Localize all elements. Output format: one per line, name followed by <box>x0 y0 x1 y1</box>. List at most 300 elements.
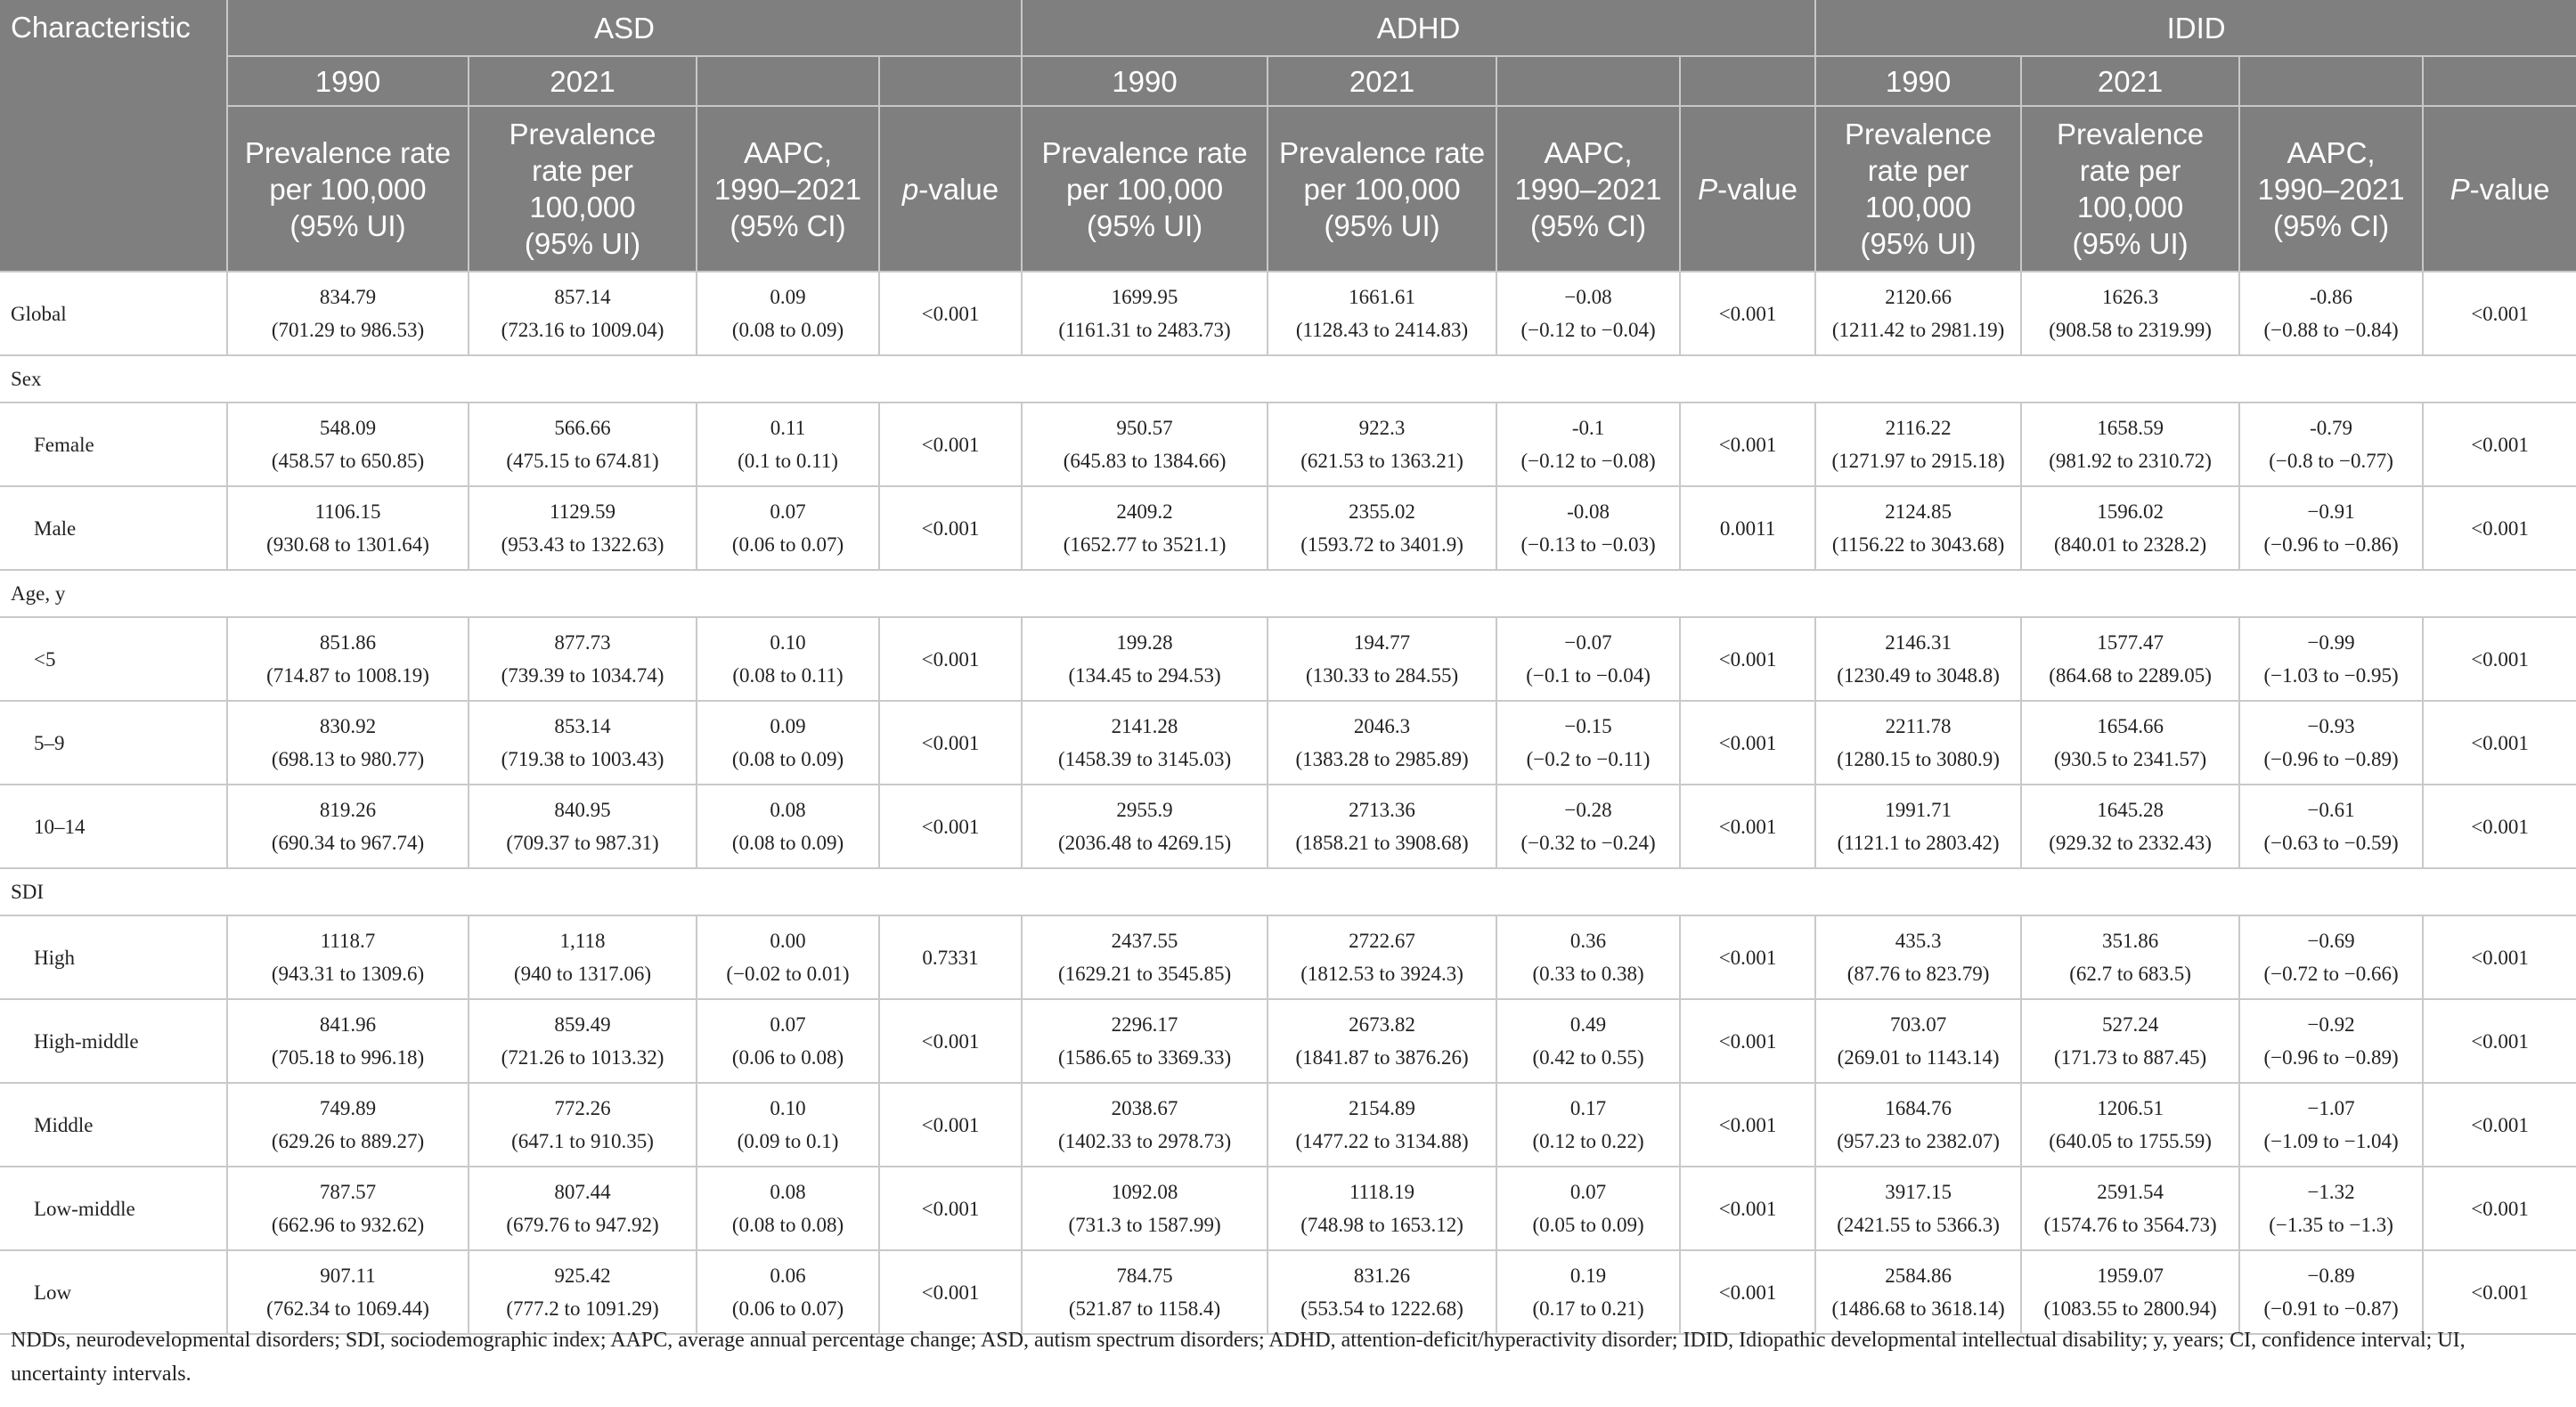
cell-value: 922.3 <box>1358 417 1406 439</box>
cell-value: 0.10 <box>770 1097 806 1119</box>
header-line: AAPC, <box>743 135 833 169</box>
cell-value: 787.57 <box>319 1181 377 1203</box>
cell-value: 0.36 <box>1569 930 1607 952</box>
table-cell <box>469 403 697 486</box>
header-line: 1990–2021 <box>2257 172 2405 206</box>
cell-value: <0.001 <box>1718 1197 1777 1220</box>
header-line: Prevalence rate <box>1041 135 1248 169</box>
cell-value: −0.91 <box>2307 500 2355 523</box>
cell-interval: (721.26 to 1013.32) <box>501 1046 664 1069</box>
header-asd-year-1990: 1990 <box>227 56 469 106</box>
cell-interval: (701.29 to 986.53) <box>271 319 425 341</box>
header-line: AAPC, <box>2287 135 2376 169</box>
header-line: (95% UI) <box>1324 208 1440 242</box>
header-adhd-aapc <box>1496 106 1680 272</box>
cell-interval: (62.7 to 683.5) <box>2069 963 2191 985</box>
cell-interval: (269.01 to 1143.14) <box>1837 1046 2000 1069</box>
table-cell <box>1680 915 1815 999</box>
table-cell <box>697 403 879 486</box>
header-adhd-year-1990: 1990 <box>1022 56 1268 106</box>
table-cell <box>879 915 1022 999</box>
cell-value: 0.07 <box>1569 1181 1607 1203</box>
cell-value: 1596.02 <box>2097 500 2164 523</box>
header-line: per 100,000 <box>1303 172 1461 206</box>
cell-value: <0.001 <box>1718 1281 1777 1304</box>
cell-value: 351.86 <box>2101 930 2159 952</box>
table-row <box>0 1167 2576 1250</box>
cell-interval: (0.42 to 0.55) <box>1532 1046 1644 1069</box>
cell-value: 0.09 <box>770 715 806 737</box>
cell-interval: (0.33 to 0.38) <box>1532 963 1644 985</box>
table-cell <box>1268 486 1496 570</box>
cell-interval: (1652.77 to 3521.1) <box>1063 533 1227 556</box>
cell-value: 857.14 <box>554 286 611 308</box>
cell-value: <0.001 <box>1718 433 1777 456</box>
cell-value: 2120.66 <box>1885 286 1952 308</box>
table-cell <box>697 999 879 1083</box>
header-line: 100,000 <box>529 191 636 224</box>
cell-value: <0.001 <box>921 516 980 540</box>
cell-value: <0.001 <box>2471 946 2529 969</box>
cell-value: 0.10 <box>770 631 806 654</box>
table-cell <box>697 1167 879 1250</box>
cell-interval: (2036.48 to 4269.15) <box>1057 832 1232 854</box>
table-cell <box>2423 1167 2576 1250</box>
cell-value: 2955.9 <box>1116 799 1173 821</box>
table-cell <box>2239 272 2423 355</box>
cell-interval: (−0.8 to −0.77) <box>2269 450 2393 472</box>
cell-interval: (957.23 to 2382.07) <box>1837 1130 2000 1152</box>
table-cell <box>2239 1250 2423 1334</box>
cell-value: 2141.28 <box>1111 715 1178 737</box>
cell-interval: (1156.22 to 3043.68) <box>1831 533 2005 556</box>
cell-value: 703.07 <box>1889 1013 1947 1036</box>
table-cell <box>1680 1167 1815 1250</box>
cell-value: 1206.51 <box>2097 1097 2164 1119</box>
table-cell <box>1815 486 2021 570</box>
cell-interval: (908.58 to 2319.99) <box>2049 319 2212 341</box>
cell-value: 0.49 <box>1569 1013 1607 1036</box>
cell-value: 0.19 <box>1569 1265 1607 1287</box>
cell-value: −1.32 <box>2307 1181 2355 1203</box>
cell-value: −0.93 <box>2307 715 2355 737</box>
table-cell <box>2021 617 2239 701</box>
cell-interval: (1271.97 to 2915.18) <box>1831 450 2005 472</box>
cell-value: -0.86 <box>2310 286 2353 308</box>
table-cell <box>1022 1167 1268 1250</box>
header-idid-year-1990: 1990 <box>1815 56 2021 106</box>
cell-interval: (−0.91 to −0.87) <box>2263 1297 2399 1320</box>
cell-value: <0.001 <box>921 302 980 325</box>
header-idid-prevalence-1990 <box>1815 106 2021 272</box>
cell-value: 1959.07 <box>2097 1265 2164 1287</box>
cell-interval: (2421.55 to 5366.3) <box>1837 1214 2000 1236</box>
cell-value: 877.73 <box>554 631 611 654</box>
table-cell <box>2239 701 2423 785</box>
table-cell <box>469 1167 697 1250</box>
row-label: 10–14 <box>0 785 227 868</box>
cell-interval: (777.2 to 1091.29) <box>506 1297 659 1320</box>
cell-value: <0.001 <box>921 647 980 671</box>
cell-value: -0.08 <box>1567 500 1610 523</box>
table-cell <box>227 272 469 355</box>
cell-value: 2722.67 <box>1349 930 1415 952</box>
table-cell <box>227 701 469 785</box>
cell-value: 1645.28 <box>2097 799 2164 821</box>
table-row <box>0 1083 2576 1167</box>
cell-value: 1,118 <box>559 930 606 952</box>
table-row <box>0 617 2576 701</box>
table-cell <box>227 999 469 1083</box>
cell-value: 950.57 <box>1116 417 1173 439</box>
cell-interval: (679.76 to 947.92) <box>506 1214 659 1236</box>
table-cell <box>2021 1250 2239 1334</box>
table-row <box>0 403 2576 486</box>
header-line: rate per <box>532 154 633 187</box>
cell-value: 0.7331 <box>922 946 979 969</box>
cell-value: 1654.66 <box>2097 715 2164 737</box>
header-p-suffix: -value <box>918 172 999 206</box>
table-cell <box>879 486 1022 570</box>
table-cell <box>1680 486 1815 570</box>
table-cell <box>469 1083 697 1167</box>
row-label: Male <box>0 486 227 570</box>
table-cell <box>1496 1083 1680 1167</box>
header-line: AAPC, <box>1544 135 1633 169</box>
cell-value: −0.07 <box>1564 631 1612 654</box>
cell-interval: (662.96 to 932.62) <box>271 1214 425 1236</box>
cell-interval: (0.08 to 0.11) <box>732 664 844 687</box>
cell-value: 2584.86 <box>1885 1265 1952 1287</box>
table-cell <box>2423 999 2576 1083</box>
table-cell <box>1496 999 1680 1083</box>
cell-value: 807.44 <box>554 1181 611 1203</box>
cell-interval: (0.17 to 0.21) <box>1532 1297 1644 1320</box>
table-cell <box>227 486 469 570</box>
cell-value: 3917.15 <box>1885 1181 1952 1203</box>
cell-value: 2038.67 <box>1111 1097 1178 1119</box>
cell-value: 0.17 <box>1569 1097 1607 1119</box>
table-cell <box>879 1083 1022 1167</box>
cell-interval: (−0.1 to −0.04) <box>1526 664 1651 687</box>
cell-interval: (645.83 to 1384.66) <box>1063 450 1227 472</box>
cell-value: 1991.71 <box>1885 799 1952 821</box>
table-cell <box>2423 1083 2576 1167</box>
cell-value: <0.001 <box>921 1281 980 1304</box>
cell-interval: (−0.2 to −0.11) <box>1526 748 1651 770</box>
table-cell <box>2239 403 2423 486</box>
cell-value: 1661.61 <box>1349 286 1415 308</box>
cell-interval: (1841.87 to 3876.26) <box>1295 1046 1469 1069</box>
cell-value: −0.61 <box>2307 799 2355 821</box>
cell-value: −0.89 <box>2307 1265 2355 1287</box>
table-cell <box>469 1250 697 1334</box>
cell-value: 907.11 <box>320 1265 376 1287</box>
header-line: Prevalence <box>1845 118 1993 150</box>
table-cell <box>1496 915 1680 999</box>
cell-interval: (690.34 to 967.74) <box>271 832 425 854</box>
table-row <box>0 999 2576 1083</box>
cell-value: 784.75 <box>1116 1265 1173 1287</box>
table-cell <box>1022 403 1268 486</box>
cell-interval: (1486.68 to 3618.14) <box>1831 1297 2005 1320</box>
row-label: Female <box>0 403 227 486</box>
table-cell <box>1680 999 1815 1083</box>
cell-value: 840.95 <box>554 799 611 821</box>
cell-value: 1106.15 <box>314 500 381 523</box>
header-line: (95% CI) <box>2272 208 2390 242</box>
cell-interval: (0.1 to 0.11) <box>738 450 838 472</box>
table-cell <box>1680 403 1815 486</box>
header-p-letter: p <box>901 172 919 206</box>
cell-interval: (953.43 to 1322.63) <box>501 533 664 556</box>
table-cell <box>1815 403 2021 486</box>
row-label: Middle <box>0 1083 227 1167</box>
cell-value: −0.92 <box>2307 1013 2355 1036</box>
table-cell <box>227 403 469 486</box>
table-cell <box>2021 785 2239 868</box>
header-idid-prevalence-2021 <box>2021 106 2239 272</box>
table-cell <box>2021 701 2239 785</box>
header-line: Prevalence <box>2057 118 2205 150</box>
cell-interval: (458.57 to 650.85) <box>271 450 425 472</box>
table-cell <box>2239 915 2423 999</box>
table-cell <box>2239 785 2423 868</box>
cell-value: <0.001 <box>921 1113 980 1136</box>
cell-interval: (1458.39 to 3145.03) <box>1057 748 1232 770</box>
header-line: Prevalence <box>509 118 656 150</box>
header-line: 1990–2021 <box>1514 172 1662 206</box>
header-line: Prevalence rate <box>244 135 452 169</box>
table-cell <box>1815 1167 2021 1250</box>
table-cell <box>879 785 1022 868</box>
table-cell <box>469 915 697 999</box>
cell-interval: (705.18 to 996.18) <box>271 1046 425 1069</box>
cell-value: 853.14 <box>554 715 611 737</box>
table-cell <box>697 617 879 701</box>
cell-value: 925.42 <box>554 1265 611 1287</box>
cell-interval: (130.33 to 284.55) <box>1305 664 1459 687</box>
cell-value: 0.08 <box>770 799 806 821</box>
cell-value: 1684.76 <box>1885 1097 1952 1119</box>
cell-interval: (929.32 to 2332.43) <box>2049 832 2212 854</box>
table-cell <box>1815 1250 2021 1334</box>
cell-value: 0.00 <box>770 930 806 952</box>
cell-value: 2296.17 <box>1111 1013 1178 1036</box>
header-line: (95% CI) <box>730 208 846 242</box>
table-cell <box>879 403 1022 486</box>
table-cell <box>2423 1250 2576 1334</box>
table-cell <box>1680 1250 1815 1334</box>
cell-interval: (0.08 to 0.09) <box>731 319 844 341</box>
cell-interval: (621.53 to 1363.21) <box>1300 450 1463 472</box>
cell-value: 2154.89 <box>1349 1097 1415 1119</box>
table-cell <box>1022 915 1268 999</box>
cell-value: 2409.2 <box>1116 500 1173 523</box>
cell-value: <0.001 <box>2471 1029 2529 1053</box>
table-cell <box>1680 701 1815 785</box>
table-cell <box>1268 785 1496 868</box>
table-cell <box>1815 617 2021 701</box>
table-cell <box>879 1167 1022 1250</box>
section-label: Sex <box>0 355 2576 403</box>
table-cell <box>1815 785 2021 868</box>
cell-interval: (1858.21 to 3908.68) <box>1295 832 1469 854</box>
cell-interval: (0.08 to 0.08) <box>731 1214 844 1236</box>
table-cell <box>2021 486 2239 570</box>
table-cell <box>227 915 469 999</box>
cell-value: 2116.22 <box>1885 417 1952 439</box>
cell-interval: (739.39 to 1034.74) <box>501 664 664 687</box>
table-cell <box>469 272 697 355</box>
cell-interval: (698.13 to 980.77) <box>271 748 425 770</box>
header-p-letter: P <box>1698 172 1718 206</box>
header-adhd-blank-aapc <box>1496 56 1680 106</box>
cell-interval: (87.76 to 823.79) <box>1846 963 1990 985</box>
cell-value: <0.001 <box>921 731 980 754</box>
cell-interval: (−1.03 to −0.95) <box>2263 664 2399 687</box>
table-cell <box>1815 701 2021 785</box>
header-line: (95% UI) <box>289 208 406 242</box>
cell-interval: (0.08 to 0.09) <box>731 832 844 854</box>
cell-value: 819.26 <box>319 799 377 821</box>
table-cell <box>2021 403 2239 486</box>
cell-value: 1092.08 <box>1111 1181 1178 1203</box>
cell-interval: (−0.88 to −0.84) <box>2263 319 2399 341</box>
cell-value: 0.07 <box>770 500 806 523</box>
table-cell <box>227 1083 469 1167</box>
cell-interval: (521.87 to 1158.4) <box>1068 1297 1221 1320</box>
cell-value: −1.07 <box>2307 1097 2355 1119</box>
section-row <box>0 355 2576 403</box>
table-cell <box>1022 701 1268 785</box>
cell-interval: (762.34 to 1069.44) <box>266 1297 429 1320</box>
header-line: per 100,000 <box>1065 172 1224 206</box>
cell-value: −0.15 <box>1564 715 1612 737</box>
cell-value: 527.24 <box>2101 1013 2159 1036</box>
cell-value: 830.92 <box>319 715 377 737</box>
cell-value: 749.89 <box>319 1097 377 1119</box>
cell-value: 772.26 <box>554 1097 611 1119</box>
cell-interval: (475.15 to 674.81) <box>506 450 659 472</box>
header-line: Prevalence rate <box>1278 135 1486 169</box>
table-cell <box>469 701 697 785</box>
cell-value: 0.0011 <box>1719 516 1776 540</box>
header-adhd-p-value <box>1680 106 1815 272</box>
cell-value: 2355.02 <box>1349 500 1415 523</box>
table-cell <box>469 617 697 701</box>
cell-value: 851.86 <box>319 631 377 654</box>
header-line: 100,000 <box>1864 191 1972 224</box>
cell-value: 834.79 <box>319 286 377 308</box>
cell-interval: (−0.96 to −0.86) <box>2263 533 2399 556</box>
table-cell <box>879 272 1022 355</box>
cell-interval: (553.54 to 1222.68) <box>1300 1297 1463 1320</box>
table-header <box>0 0 2576 272</box>
cell-interval: (−0.02 to 0.01) <box>726 963 850 985</box>
cell-interval: (−0.96 to −0.89) <box>2263 748 2399 770</box>
table-cell <box>1268 272 1496 355</box>
header-asd-aapc <box>697 106 879 272</box>
cell-value: 435.3 <box>1895 930 1942 952</box>
table-cell <box>2239 1083 2423 1167</box>
table-cell <box>2021 1083 2239 1167</box>
cell-interval: (930.68 to 1301.64) <box>266 533 429 556</box>
table-cell <box>879 1250 1022 1334</box>
cell-interval: (0.06 to 0.08) <box>731 1046 844 1069</box>
table-footnote: NDDs, neurodevelopmental disorders; SDI, sociodemographic index; AAPC, average annual percentage change; ASD, autism spectrum disorders; ADHD, attention-deficit/hyperactivity disorder; IDID, Idiopathic developmental intellectual disability; y, years; CI, confidence interval; UI, uncertainty intervals. <box>11 1329 2466 1386</box>
row-label: High <box>0 915 227 999</box>
header-line: (95% UI) <box>2072 227 2189 260</box>
table-cell <box>697 1083 879 1167</box>
cell-interval: (629.26 to 889.27) <box>271 1130 425 1152</box>
cell-value: 0.09 <box>770 286 806 308</box>
cell-interval: (−1.09 to −1.04) <box>2263 1130 2399 1152</box>
table-cell <box>1268 403 1496 486</box>
table-cell <box>1680 272 1815 355</box>
header-line: (95% CI) <box>1529 208 1647 242</box>
table-cell <box>1268 915 1496 999</box>
table-cell <box>697 486 879 570</box>
cell-interval: (1230.49 to 3048.8) <box>1837 664 2000 687</box>
cell-interval: (748.98 to 1653.12) <box>1300 1214 1463 1236</box>
table-cell <box>469 999 697 1083</box>
table-cell <box>1022 272 1268 355</box>
table-cell <box>1496 617 1680 701</box>
cell-value: 2046.3 <box>1353 715 1411 737</box>
table-cell <box>1680 617 1815 701</box>
table-cell <box>1815 1083 2021 1167</box>
cell-interval: (0.12 to 0.22) <box>1532 1130 1644 1152</box>
table-cell <box>1022 785 1268 868</box>
header-group-idid: IDID <box>1815 0 2576 56</box>
header-line: (95% UI) <box>1860 227 1977 260</box>
cell-value: <0.001 <box>2471 815 2529 838</box>
cell-value: 1658.59 <box>2097 417 2164 439</box>
table-cell <box>2423 785 2576 868</box>
cell-interval: (640.05 to 1755.59) <box>2049 1130 2212 1152</box>
header-p-suffix: -value <box>2469 172 2550 206</box>
table-cell <box>697 272 879 355</box>
row-label: 5–9 <box>0 701 227 785</box>
header-idid-blank-aapc <box>2239 56 2423 106</box>
header-line: (95% UI) <box>1086 208 1203 242</box>
cell-value: 199.28 <box>1116 631 1173 654</box>
cell-value: <0.001 <box>921 1029 980 1053</box>
cell-interval: (−0.72 to −0.66) <box>2263 963 2399 985</box>
table-cell <box>1680 1083 1815 1167</box>
table-cell <box>1022 486 1268 570</box>
cell-value: <0.001 <box>1718 946 1777 969</box>
cell-value: 0.07 <box>770 1013 806 1036</box>
cell-interval: (1161.31 to 2483.73) <box>1058 319 1231 341</box>
cell-value: −0.69 <box>2307 930 2355 952</box>
cell-interval: (1593.72 to 3401.9) <box>1300 533 1463 556</box>
header-idid-p-value <box>2423 106 2576 272</box>
table-row <box>0 915 2576 999</box>
cell-interval: (1121.1 to 2803.42) <box>1837 832 2000 854</box>
cell-value: <0.001 <box>2471 731 2529 754</box>
row-label: Global <box>0 272 227 355</box>
cell-interval: (−0.32 to −0.24) <box>1520 832 1656 854</box>
cell-interval: (940 to 1317.06) <box>514 963 651 985</box>
table-cell <box>2423 403 2576 486</box>
cell-interval: (1280.15 to 3080.9) <box>1837 748 2000 770</box>
table-cell <box>227 617 469 701</box>
cell-interval: (−0.13 to −0.03) <box>1520 533 1656 556</box>
header-asd-blank-pval <box>879 56 1022 106</box>
header-asd-prevalence-1990 <box>227 106 469 272</box>
